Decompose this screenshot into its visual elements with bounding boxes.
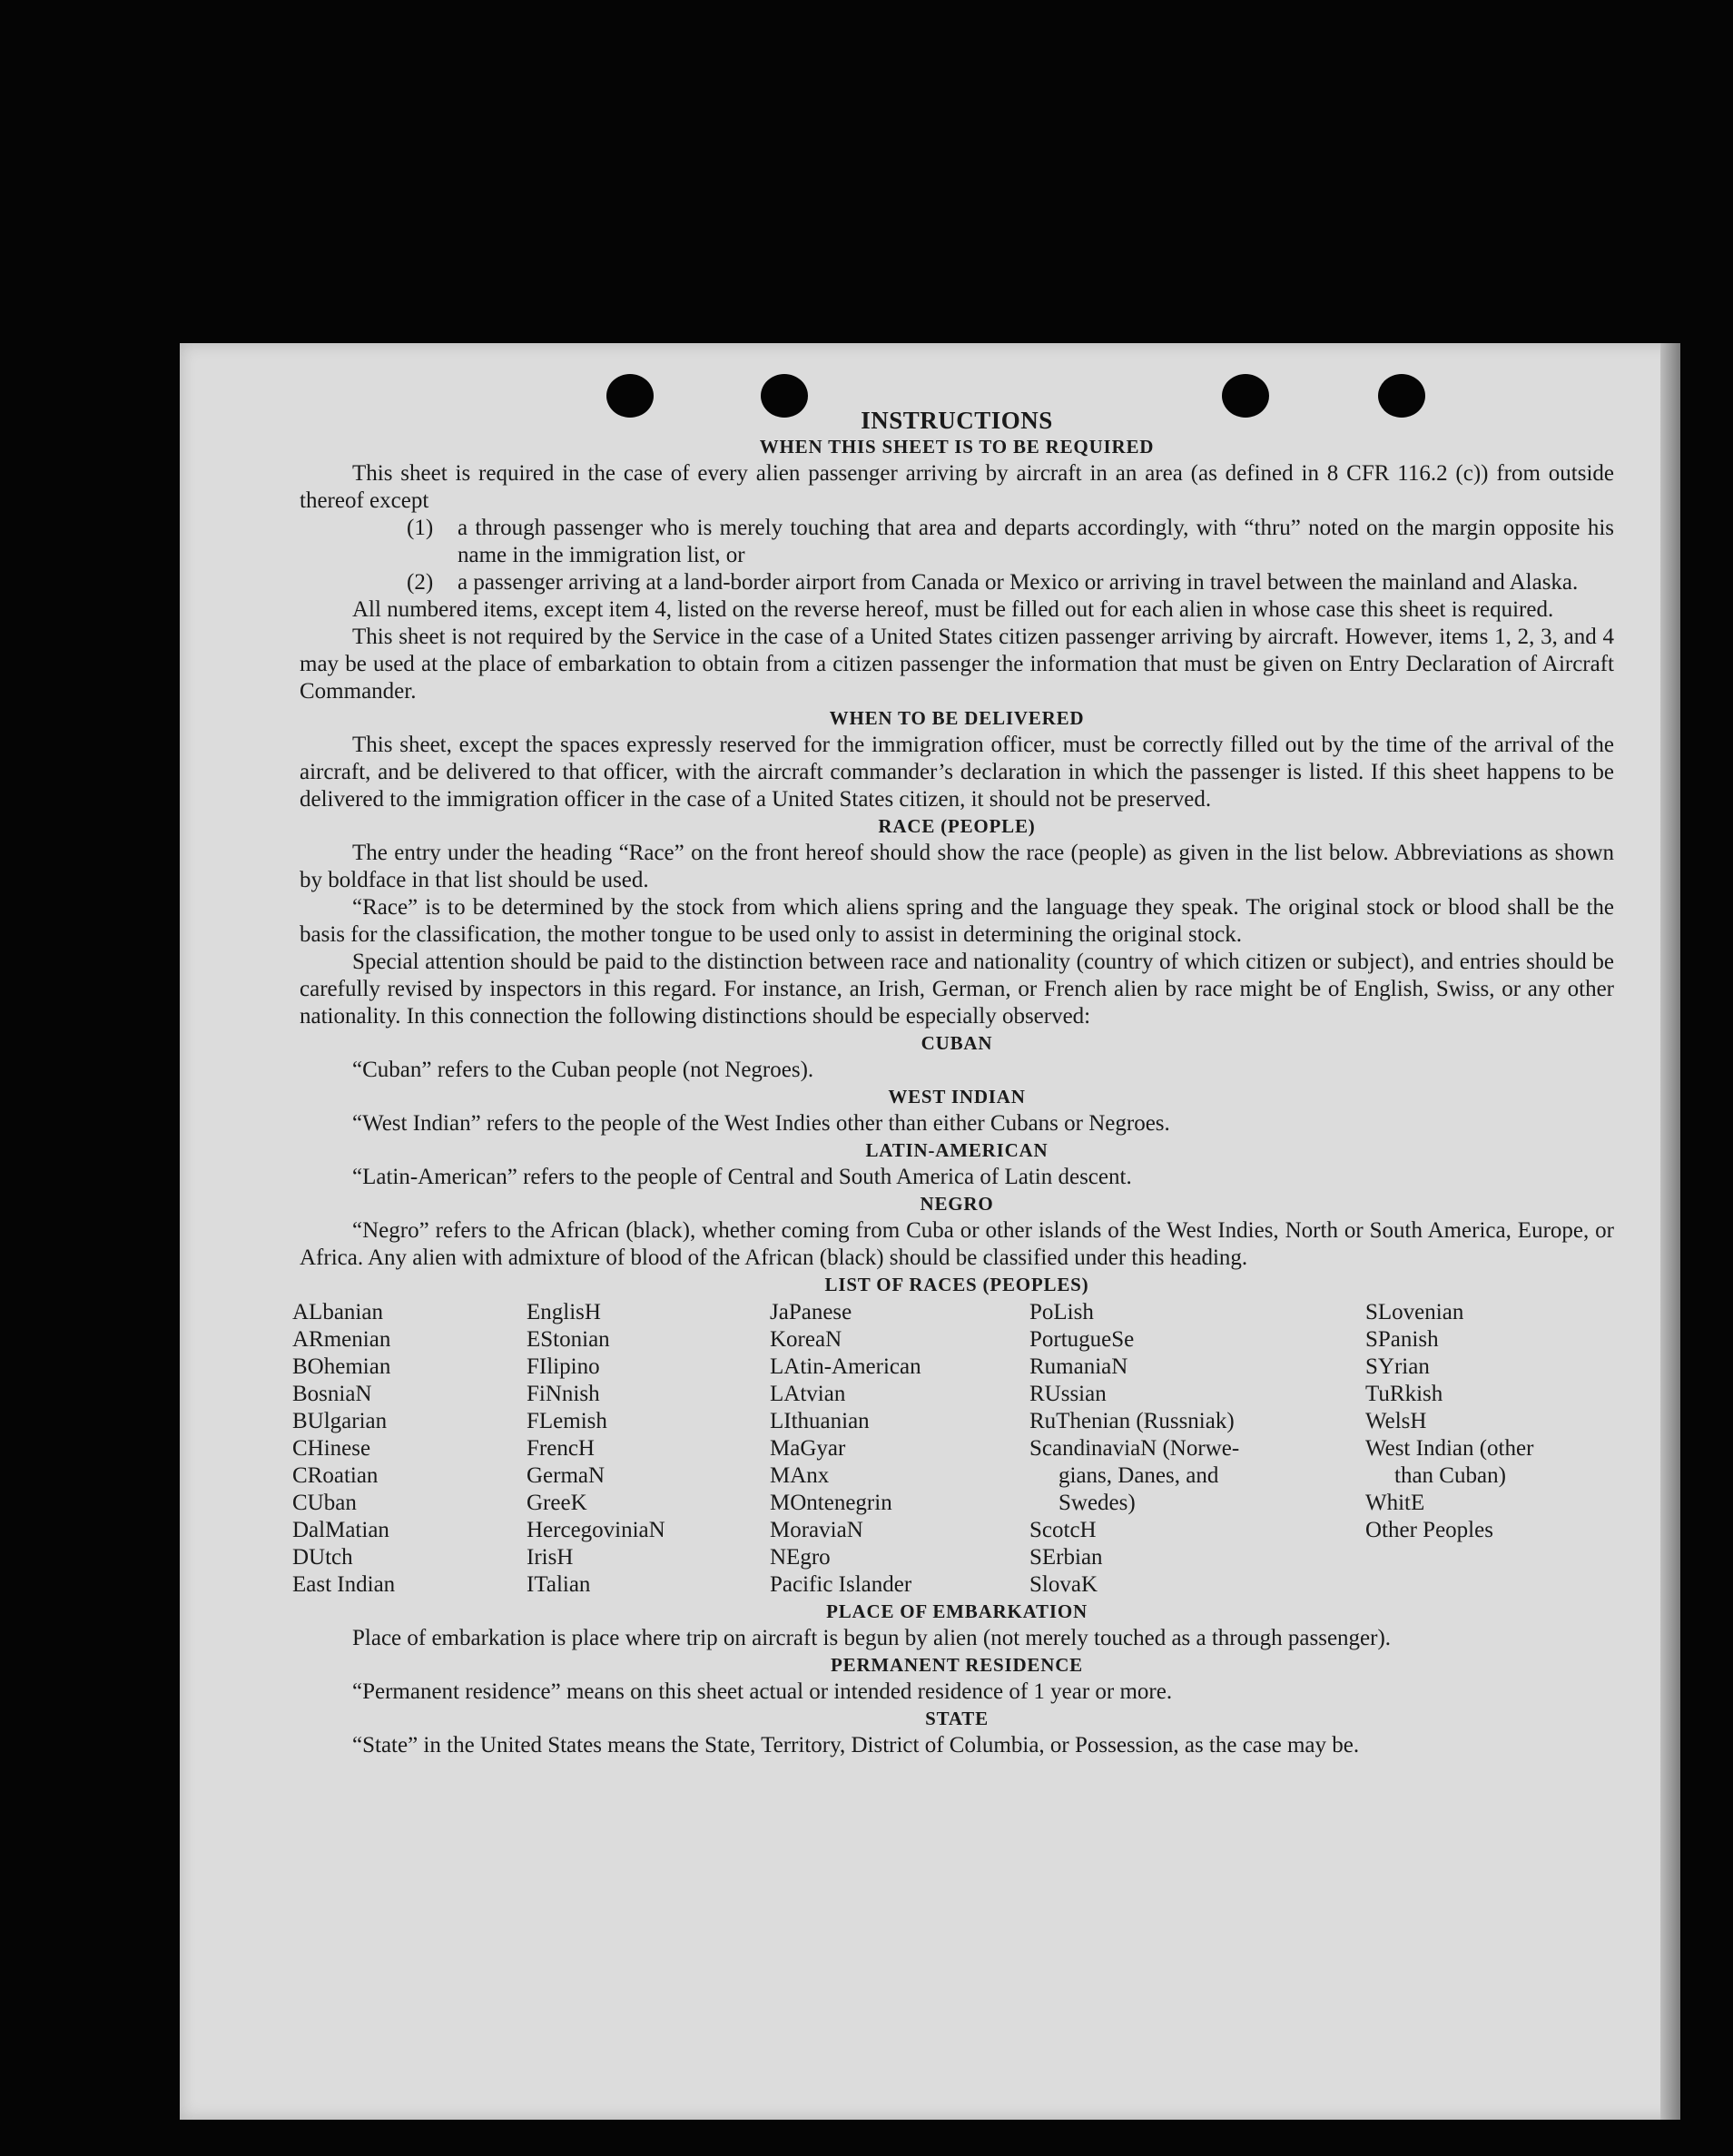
race-entry: GreeK xyxy=(527,1491,587,1515)
race-entry: IrisH xyxy=(527,1545,574,1570)
races-column xyxy=(1029,1299,1365,1599)
races-column xyxy=(1365,1299,1607,1599)
race-entry: SYrian xyxy=(1365,1354,1430,1379)
race-entry: TuRkish xyxy=(1365,1382,1443,1406)
races-column xyxy=(527,1299,770,1599)
heading-when-required: WHEN THIS SHEET IS TO BE REQUIRED xyxy=(759,436,1155,458)
race-entry: DUtch xyxy=(292,1545,353,1570)
race-entry: RuThenian (Russniak) xyxy=(1029,1409,1235,1433)
race-entry: ScandinaviaN (Norwe- xyxy=(1029,1436,1240,1461)
heading-cuban: CUBAN xyxy=(921,1032,993,1054)
exception-list xyxy=(407,515,1614,596)
paragraph: Place of embarkation is place where trip on aircraft is begun by alien (not merely touched as a through passenger). xyxy=(352,1626,1392,1650)
list-item xyxy=(407,569,1614,596)
race-entry: SPanish xyxy=(1365,1327,1439,1352)
race-entry: MAnx xyxy=(770,1463,830,1488)
race-entry: FIlipino xyxy=(527,1354,600,1379)
race-entry: RumaniaN xyxy=(1029,1354,1128,1379)
document-sheet xyxy=(180,343,1680,2120)
heading-west-indian: WEST INDIAN xyxy=(888,1086,1026,1108)
paragraph: “State” in the United States means the State, Territory, District of Columbia, or Possession, as the case may be. xyxy=(352,1733,1360,1757)
heading-when-delivered: WHEN TO BE DELIVERED xyxy=(829,707,1085,729)
race-entry-continuation: than Cuban) xyxy=(1394,1463,1506,1488)
race-entry: MOntenegrin xyxy=(770,1491,892,1515)
item-text: a passenger arriving at a land-border airport from Canada or Mexico or arriving in travel between the mainland and Alaska. xyxy=(458,570,1579,595)
race-entry: HercegoviniaN xyxy=(527,1518,665,1542)
race-entry: West Indian (other xyxy=(1365,1436,1534,1461)
heading-permanent-residence: PERMANENT RESIDENCE xyxy=(831,1654,1083,1676)
race-entry: Other Peoples xyxy=(1365,1518,1493,1542)
race-entry: BOhemian xyxy=(292,1354,391,1379)
race-entry: CUban xyxy=(292,1491,357,1515)
race-entry: PortugueSe xyxy=(1029,1327,1135,1352)
race-entry-continuation: Swedes) xyxy=(1059,1491,1136,1515)
race-entry: KoreaN xyxy=(770,1327,842,1352)
race-entry: FiNnish xyxy=(527,1382,600,1406)
race-entry: LAtvian xyxy=(770,1382,846,1406)
heading-negro: NEGRO xyxy=(920,1193,994,1215)
page-title: INSTRUCTIONS xyxy=(861,407,1053,434)
races-table xyxy=(292,1299,1614,1599)
race-entry: ITalian xyxy=(527,1572,591,1597)
races-column xyxy=(292,1299,527,1599)
race-entry: EStonian xyxy=(527,1327,610,1352)
race-entry: ScotcH xyxy=(1029,1518,1097,1542)
race-entry: LIthuanian xyxy=(770,1409,870,1433)
race-entry: RUssian xyxy=(1029,1382,1107,1406)
paragraph: “Negro” refers to the African (black), whether coming from Cuba or other islands of the West Indies, North or South America, Europe, or Africa. Any alien with admixture of blood of the African (black) should be classified under this heading. xyxy=(300,1218,1614,1270)
heading-race: RACE (PEOPLE) xyxy=(878,815,1036,837)
item-number: (2) xyxy=(407,570,434,595)
race-entry: East Indian xyxy=(292,1572,396,1597)
heading-state: STATE xyxy=(925,1708,989,1729)
item-number: (1) xyxy=(407,516,434,540)
heading-latin-american: LATIN-AMERICAN xyxy=(865,1139,1049,1161)
race-entry: EnglisH xyxy=(527,1300,601,1324)
heading-place-of-embarkation: PLACE OF EMBARKATION xyxy=(826,1600,1088,1622)
paragraph: The entry under the heading “Race” on the front hereof should show the race (people) as given in the list below. Abbreviations as shown by boldface in that list should be used. xyxy=(300,841,1614,892)
sheet-edge-shadow xyxy=(1660,343,1680,2120)
race-entry: PoLish xyxy=(1029,1300,1094,1324)
race-entry: NEgro xyxy=(770,1545,831,1570)
list-item xyxy=(407,515,1614,569)
race-entry: BUlgarian xyxy=(292,1409,388,1433)
race-entry: SlovaK xyxy=(1029,1572,1098,1597)
definition-text: “Permanent residence” means on this sheet actual or intended residence of 1 year or more. xyxy=(352,1679,1173,1704)
race-entry: DalMatian xyxy=(292,1518,389,1542)
paragraph: This sheet is not required by the Service in the case of a United States citizen passenger arriving by aircraft. However, items 1, 2, 3, and 4 may be used at the place of embarkation to obtain from a citizen passenger the information that must be given on Entry Declaration of Aircraft Commander. xyxy=(300,625,1614,704)
definition-text: “Cuban” refers to the Cuban people (not Negroes). xyxy=(352,1058,814,1082)
definition-text: “Latin-American” refers to the people of Central and South America of Latin descent. xyxy=(352,1165,1132,1189)
race-entry: FLemish xyxy=(527,1409,607,1433)
race-entry: WelsH xyxy=(1365,1409,1427,1433)
paragraph: This sheet, except the spaces expressly reserved for the immigration officer, must be correctly filled out by the time of the arrival of the aircraft, and be delivered to that officer, with the aircraft commander’s declaration in which the passenger is listed. If this sheet happens to be delivered to the immigration officer in the case of a United States citizen, it should not be preserved. xyxy=(300,733,1614,812)
race-entry: MoraviaN xyxy=(770,1518,863,1542)
race-entry: SErbian xyxy=(1029,1545,1103,1570)
race-entry: ARmenian xyxy=(292,1327,391,1352)
race-entry: CHinese xyxy=(292,1436,371,1461)
race-entry: CRoatian xyxy=(292,1463,379,1488)
paragraph: Special attention should be paid to the distinction between race and nationality (country of which citizen or subject), and entries should be carefully revised by inspectors in this regard. For instance, an Irish, German, or French alien by race might be of English, Swiss, or any other nationality. In this connection the following distinctions should be especially observed: xyxy=(300,950,1614,1029)
definition-text: “West Indian” refers to the people of the West Indies other than either Cubans or Negroes. xyxy=(352,1111,1170,1136)
race-entry: MaGyar xyxy=(770,1436,846,1461)
race-entry: ALbanian xyxy=(292,1300,383,1324)
paragraph: This sheet is required in the case of every alien passenger arriving by aircraft in an area (as defined in 8 CFR 116.2 (c)) from outside thereof except xyxy=(300,461,1614,513)
paragraph: All numbered items, except item 4, listed on the reverse hereof, must be filled out for each alien in whose case this sheet is required. xyxy=(352,597,1554,622)
race-entry: JaPanese xyxy=(770,1300,852,1324)
race-entry: FrencH xyxy=(527,1436,595,1461)
race-entry: GermaN xyxy=(527,1463,606,1488)
race-entry: WhitE xyxy=(1365,1491,1425,1515)
race-entry: Pacific Islander xyxy=(770,1572,912,1597)
races-column xyxy=(770,1299,1029,1599)
race-entry: BosniaN xyxy=(292,1382,372,1406)
paragraph: “Race” is to be determined by the stock from which aliens spring and the language they speak. The original stock or blood shall be the basis for the classification, the mother tongue to be used only to assist in determining the original stock. xyxy=(300,895,1614,947)
race-entry: SLovenian xyxy=(1365,1300,1464,1324)
heading-list-of-races: LIST OF RACES (PEOPLES) xyxy=(824,1274,1089,1295)
item-text: a through passenger who is merely touching that area and departs accordingly, with “thru” noted on the margin opposite his name in the immigration list, or xyxy=(458,516,1614,567)
race-entry-continuation: gians, Danes, and xyxy=(1059,1463,1219,1488)
race-entry: LAtin-American xyxy=(770,1354,921,1379)
instructions-content xyxy=(292,407,1614,1759)
